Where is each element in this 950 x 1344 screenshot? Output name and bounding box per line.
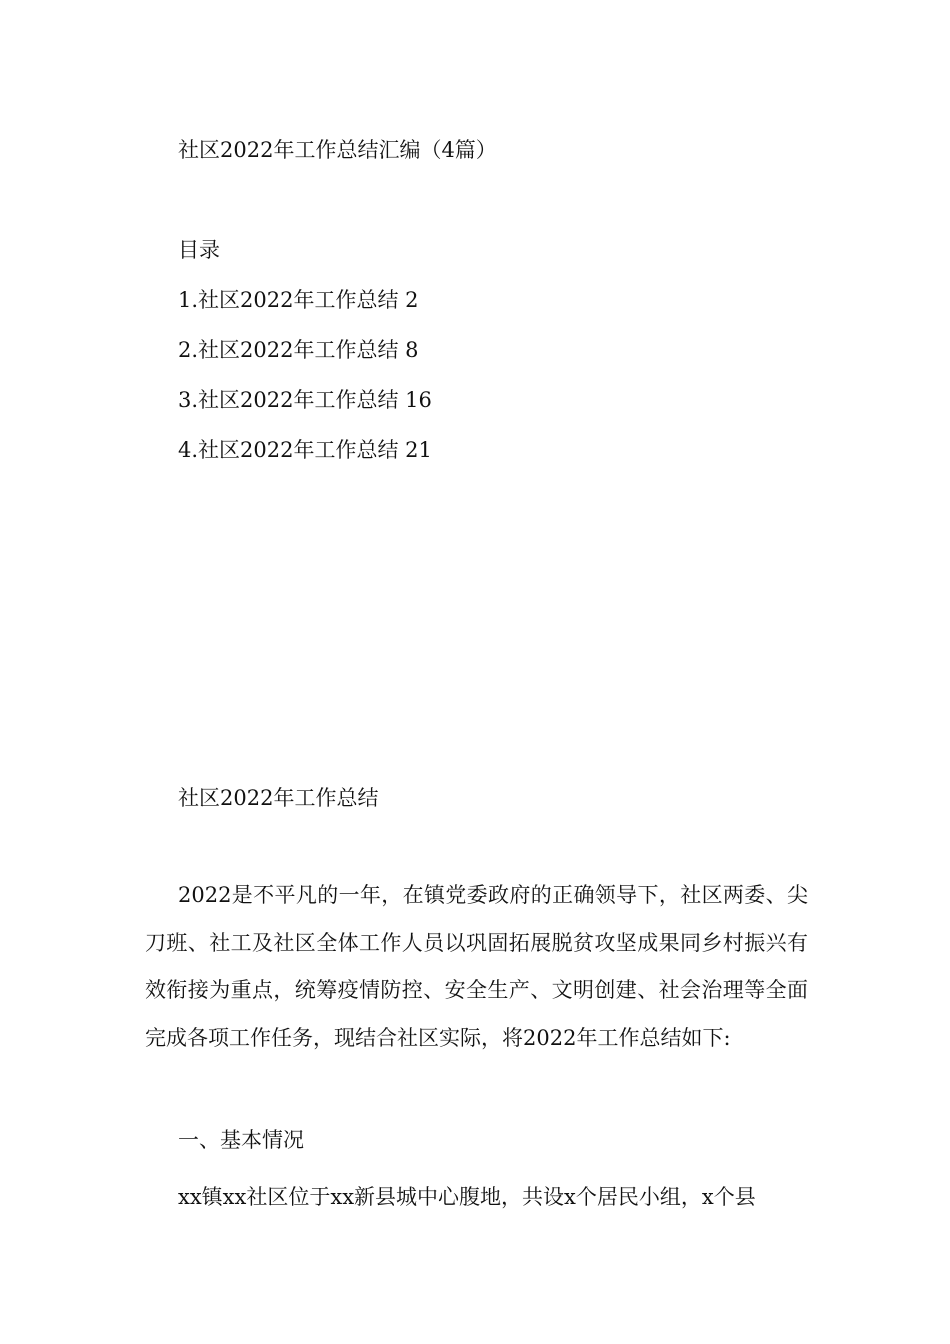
subheading-basic-info: 一、基本情况 [178, 1128, 304, 1152]
toc-item: 3.社区2022年工作总结 16 [178, 388, 432, 412]
toc-item: 2.社区2022年工作总结 8 [178, 338, 419, 362]
document-title: 社区2022年工作总结汇编（4篇） [178, 138, 497, 162]
toc-item: 4.社区2022年工作总结 21 [178, 438, 432, 462]
intro-paragraph: 2022是不平凡的一年，在镇党委政府的正确领导下，社区两委、尖刀班、社工及社区全体工作人员以巩固拓展脱贫攻坚成果同乡村振兴有效衔接为重点，统筹疫情防控、安全生产、文明创建、社会治理等全面完成各项工作任务，现结合社区实际，将2022年工作总结如下: [145, 883, 808, 1050]
body-paragraph: xx镇xx社区位于xx新县城中心腹地，共设x个居民小组，x个县 [178, 1185, 756, 1209]
section-title: 社区2022年工作总结 [178, 786, 379, 810]
toc-heading: 目录 [178, 238, 220, 262]
toc-item: 1.社区2022年工作总结 2 [178, 288, 419, 312]
